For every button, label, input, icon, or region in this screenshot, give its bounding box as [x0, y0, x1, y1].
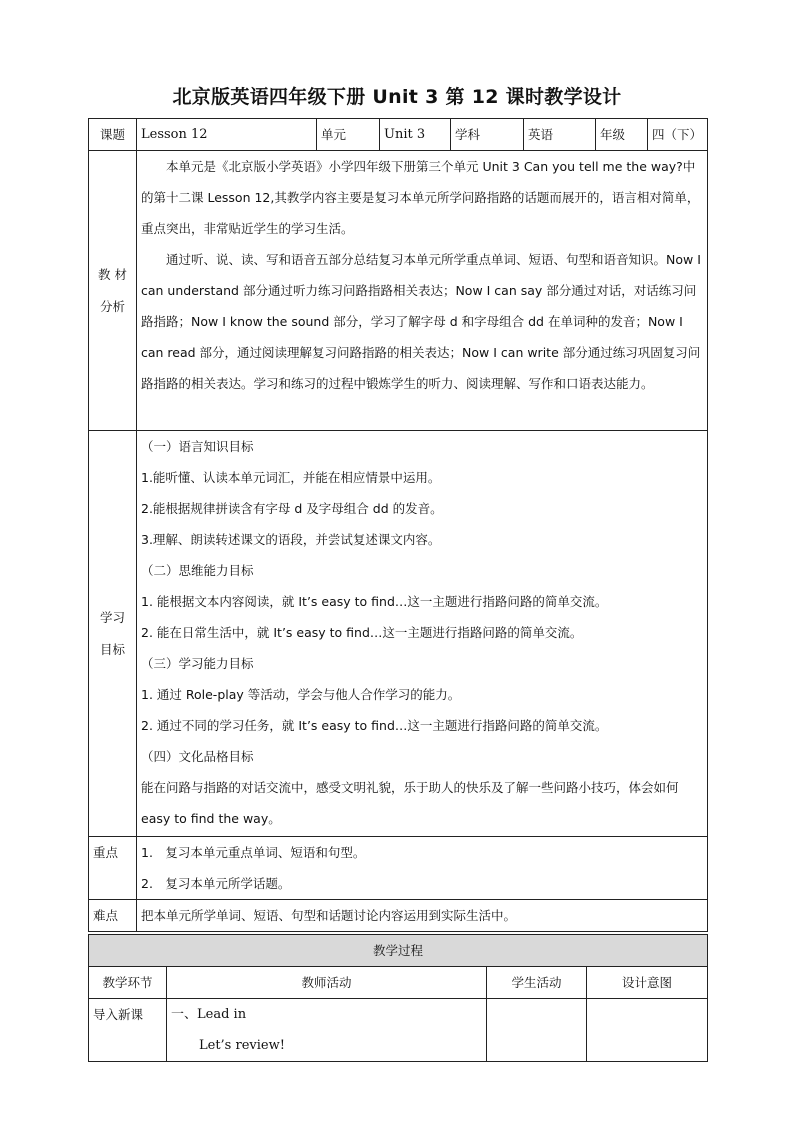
goal-line: 1. 能根据文本内容阅读，就 It’s easy to find…这一主题进行指路问路的简单交流。	[141, 594, 608, 609]
grade-value: 四（下）	[648, 119, 708, 151]
key-point-item: 1. 复习本单元重点单词、短语和句型。	[141, 845, 366, 860]
design-intent-cell	[587, 999, 708, 1062]
material-label-line-2: 分析	[99, 298, 125, 314]
grade-label: 年级	[596, 119, 648, 151]
teacher-activity-line: 一、Lead in	[171, 1007, 247, 1022]
key-points-label: 重点	[89, 837, 137, 900]
difficulty-content: 把本单元所学单词、短语、句型和话题讨论内容运用到实际生活中。	[137, 900, 708, 932]
goal-line: 1. 通过 Role-play 等活动，学会与他人合作学习的能力。	[141, 687, 461, 702]
col-intent-header: 设计意图	[587, 967, 708, 999]
process-header-row	[89, 967, 708, 999]
subject-value: 英语	[524, 119, 596, 151]
unit-value: Unit 3	[380, 119, 451, 151]
learning-goals-row	[89, 431, 708, 837]
key-point-item: 2. 复习本单元所学话题。	[141, 876, 291, 891]
material-paragraph-2: 通过听、说、读、写和语音五部分总结复习本单元所学重点单词、短语、句型和语音知识。Now I can understand 部分通过听力练习问路指路相关表达；Now I can say 部分通过对话，对话练习问路指路；Now I know the sound 部分，学习了解字母 d 和字母组合 dd 在单词种的发音；Now I can read 部分，通过阅读理解复习问路指路的相关表达；Now I can write 部分通过练习巩固复习问路指路的相关表达。学习和练习的过程中锻炼学生的听力、阅读理解、写作和口语表达能力。	[141, 252, 701, 391]
process-row-lead-in	[89, 999, 708, 1062]
subject-label: 学科	[451, 119, 524, 151]
unit-label: 单元	[317, 119, 380, 151]
goal-line: 3.理解、朗读转述课文的语段，并尝试复述课文内容。	[141, 532, 441, 547]
material-label	[89, 151, 137, 431]
goal-line: （一）语言知识目标	[141, 439, 254, 454]
col-student-header: 学生活动	[487, 967, 587, 999]
lesson-info-table	[88, 118, 708, 932]
difficulty-row	[89, 900, 708, 932]
goal-line: （二）思维能力目标	[141, 563, 254, 578]
teaching-process-table	[88, 934, 708, 1062]
key-points-content	[137, 837, 708, 900]
document-title: 北京版英语四年级下册 Unit 3 第 12 课时教学设计	[172, 86, 622, 108]
material-paragraph-1: 本单元是《北京版小学英语》小学四年级下册第三个单元 Unit 3 Can you tell me the way?中的第十二课 Lesson 12,其教学内容主要是复习本单元所学问路指路的话题而展开的，语言相对简单，重点突出，非常贴近学生的学习生活。	[141, 159, 700, 236]
col-teacher-header: 教师活动	[167, 967, 487, 999]
topic-value: Lesson 12	[137, 119, 317, 151]
goals-label	[89, 431, 137, 837]
student-activity-cell	[487, 999, 587, 1062]
topic-label: 课题	[89, 119, 137, 151]
goal-line: 2. 通过不同的学习任务，就 It’s easy to find…这一主题进行指路问路的简单交流。	[141, 718, 608, 733]
col-stage-header: 教学环节	[89, 967, 167, 999]
stage-cell: 导入新课	[89, 999, 167, 1062]
goals-label-line-2: 目标	[99, 641, 125, 657]
process-title: 教学过程	[89, 935, 708, 967]
difficulty-label: 难点	[89, 900, 137, 932]
goals-content	[137, 431, 708, 837]
goal-line: （三）学习能力目标	[141, 656, 254, 671]
goal-line: 2. 能在日常生活中，就 It’s easy to find…这一主题进行指路问路的简单交流。	[141, 625, 583, 640]
material-analysis-row	[89, 151, 708, 431]
goal-line: 2.能根据规律拼读含有字母 d 及字母组合 dd 的发音。	[141, 501, 443, 516]
key-points-row	[89, 837, 708, 900]
goal-line: 1.能听懂、认读本单元词汇，并能在相应情景中运用。	[141, 470, 441, 485]
goal-line: 能在问路与指路的对话交流中，感受文明礼貌，乐于助人的快乐及了解一些问路小技巧，体会如何 easy to find the way。	[141, 780, 679, 826]
material-content	[137, 151, 708, 431]
teacher-activity-cell	[167, 999, 487, 1062]
teacher-activity-line: Let’s review!	[199, 1038, 285, 1053]
process-title-row	[89, 935, 708, 967]
header-row	[89, 119, 708, 151]
material-label-line-1: 教 材	[98, 266, 127, 282]
goal-line: （四）文化品格目标	[141, 749, 254, 764]
goals-label-line-1: 学习	[99, 609, 125, 625]
